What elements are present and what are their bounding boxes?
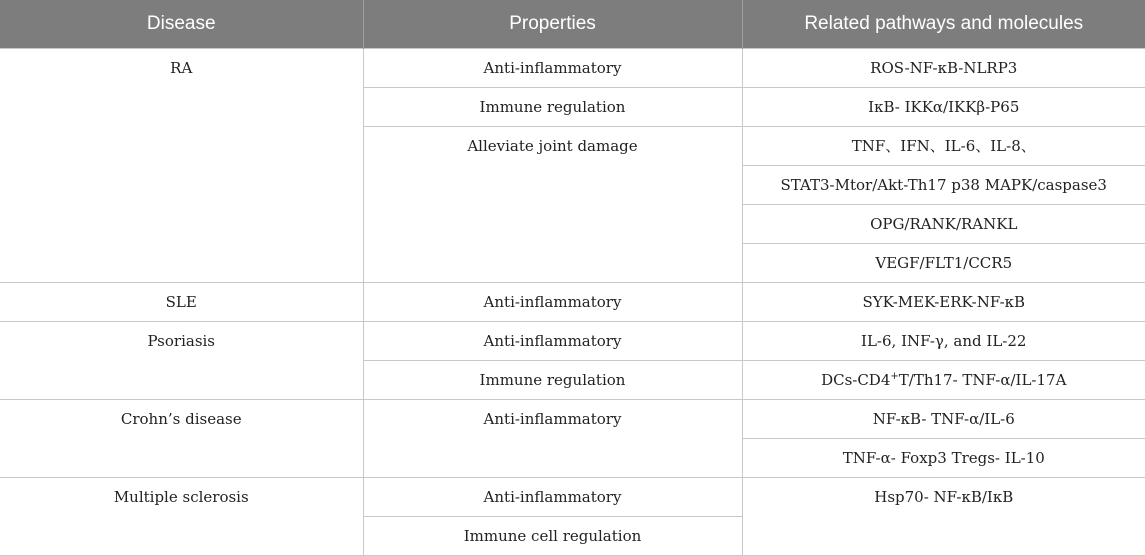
pathway-cell [742, 361, 1145, 400]
disease-cell: RA [0, 49, 363, 283]
pathway-text-pre: DCs-CD4 [821, 371, 891, 389]
disease-cell: SLE [0, 283, 363, 322]
pathway-cell: SYK-MEK-ERK-NF-κB [742, 283, 1145, 322]
pathway-cell: ROS-NF-κB-NLRP3 [742, 49, 1145, 88]
property-cell: Immune regulation [363, 361, 742, 400]
property-cell: Anti-inflammatory [363, 478, 742, 517]
property-cell: Immune regulation [363, 88, 742, 127]
table-row [0, 400, 1145, 439]
property-cell: Anti-inflammatory [363, 400, 742, 478]
property-cell: Anti-inflammatory [363, 49, 742, 88]
pathway-cell: VEGF/FLT1/CCR5 [742, 244, 1145, 283]
table-row [0, 478, 1145, 517]
table-row [0, 322, 1145, 361]
header-row [0, 0, 1145, 49]
property-cell: Anti-inflammatory [363, 322, 742, 361]
pathway-cell: TNF、IFN、IL-6、IL-8、 [742, 127, 1145, 166]
property-cell: Alleviate joint damage [363, 127, 742, 283]
pathway-cell: NF-κB- TNF-α/IL-6 [742, 400, 1145, 439]
disease-cell: Multiple sclerosis [0, 478, 363, 556]
disease-cell: Psoriasis [0, 322, 363, 400]
pathway-cell: IκB- IKKα/IKKβ-P65 [742, 88, 1145, 127]
pathway-superscript: + [890, 371, 899, 382]
pathway-cell: STAT3-Mtor/Akt-Th17 p38 MAPK/caspase3 [742, 166, 1145, 205]
property-cell: Anti-inflammatory [363, 283, 742, 322]
pathway-cell: Hsp70- NF-κB/IκB [742, 478, 1145, 556]
pathway-cell: TNF-α- Foxp3 Tregs- IL-10 [742, 439, 1145, 478]
header-pathways: Related pathways and molecules [742, 0, 1145, 49]
header-properties: Properties [363, 0, 742, 49]
pathway-cell: OPG/RANK/RANKL [742, 205, 1145, 244]
pathway-cell: IL-6, INF-γ, and IL-22 [742, 322, 1145, 361]
pathway-text-post: T/Th17- TNF-α/IL-17A [898, 371, 1067, 389]
table-row [0, 283, 1145, 322]
disease-cell: Crohn’s disease [0, 400, 363, 478]
property-cell: Immune cell regulation [363, 517, 742, 556]
header-disease: Disease [0, 0, 363, 49]
table-row [0, 49, 1145, 88]
